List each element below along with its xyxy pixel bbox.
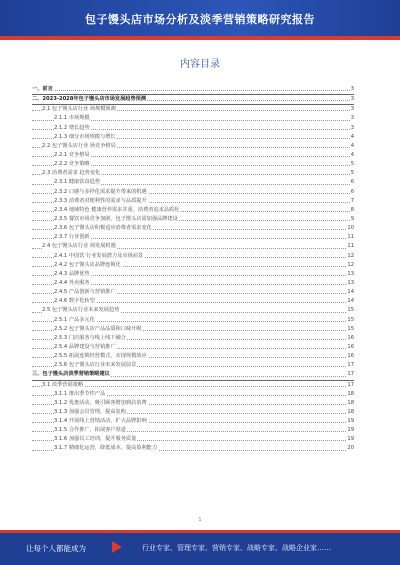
toc-entry-page: 15 — [346, 316, 354, 325]
toc-entry[interactable] — [32, 252, 354, 261]
toc-entry-label: 2.1.2 增长趋势 — [54, 124, 91, 133]
toc-entry-label: 二、2023-2028年包子馒头店市场发展趋势预测 — [32, 95, 147, 104]
footer-slogan: 让每个人都能成为 — [26, 544, 86, 553]
toc-entry-page: 20 — [346, 444, 354, 453]
report-header — [0, 0, 400, 40]
toc-entry-page: 11 — [346, 242, 354, 251]
toc-entry-page: 8 — [350, 206, 354, 215]
toc-entry-page: 3 — [350, 95, 354, 104]
toc-entry[interactable] — [32, 124, 354, 133]
toc-entry[interactable] — [32, 297, 354, 306]
toc-entry[interactable] — [32, 325, 354, 334]
footer-accent-stripe — [0, 530, 400, 533]
toc-entry-page: 15 — [346, 306, 354, 315]
toc-entry-page: 12 — [346, 261, 354, 270]
toc-entry[interactable] — [32, 169, 354, 178]
toc-entry-page: 17 — [346, 361, 354, 370]
toc-entry-label: 3.1.2 优惠活动，吸引顾客增加到店消费 — [54, 399, 148, 408]
footer-banner — [0, 530, 400, 565]
toc-entry-label: 2.3.6 包子馒头店积极适应消费者需求变化 — [54, 224, 153, 233]
toc-entry[interactable] — [32, 381, 354, 390]
toc-entry-page: 13 — [346, 270, 354, 279]
toc-entry[interactable] — [32, 426, 354, 435]
toc-entry-page: 12 — [346, 252, 354, 261]
toc-entry-label: 2.4.2 包子馒头店品牌连锁化 — [54, 261, 122, 270]
toc-entry[interactable] — [32, 261, 354, 270]
toc-entry[interactable] — [32, 316, 354, 325]
toc-entry[interactable] — [32, 242, 354, 251]
toc-entry-label: 三、包子馒头店淡季营销策略建议 — [32, 370, 111, 379]
toc-entry[interactable] — [32, 160, 354, 169]
toc-entry-label: 2.4.6 数字化转型 — [54, 297, 96, 306]
toc-entry-page: 16 — [346, 352, 354, 361]
toc-entry[interactable] — [32, 95, 354, 105]
toc-entry-page: 4 — [350, 151, 354, 160]
toc-entry[interactable] — [32, 206, 354, 215]
toc-entry[interactable] — [32, 352, 354, 361]
toc-entry-label: 2.3.3 消费者对便利性的需求与品质提升 — [54, 197, 148, 206]
toc-entry-label: 2.4.4 外卖服务 — [54, 279, 91, 288]
toc-entry-label: 2.5.6 包子馒头店行业未来发展前景 — [54, 361, 137, 370]
toc-entry-label: 2.4.1 中国饮 行业发展潜力及市场前景 — [54, 252, 144, 261]
toc-entry-page: 10 — [346, 224, 354, 233]
toc-heading: 内容目录 — [180, 59, 220, 70]
toc-entry[interactable] — [32, 114, 354, 123]
report-title: 包子馒头店市场分析及淡季营销策略研究报告 — [85, 13, 315, 26]
toc-entry-page: 6 — [350, 178, 354, 187]
toc-entry-page: 3 — [350, 85, 354, 94]
toc-entry-label: 3.1.3 加强会员管理，提高复购 — [54, 408, 127, 417]
toc-entry-page: 3 — [350, 114, 354, 123]
toc-leader-dots — [32, 90, 350, 91]
toc-entry-page: 7 — [350, 197, 354, 206]
toc-entry-page: 5 — [350, 160, 354, 169]
toc-entry[interactable] — [32, 279, 354, 288]
toc-entry[interactable] — [32, 444, 354, 453]
toc-entry-page: 19 — [346, 426, 354, 435]
toc-entry-label: 3.1 淡季营销策略 — [42, 381, 84, 390]
page-number: 1 — [198, 517, 202, 523]
toc-entry-page: 14 — [346, 297, 354, 306]
toc-entry-label: 2.3.2 口感与多样化需求提升带来的机遇 — [54, 188, 148, 197]
table-of-contents — [32, 85, 354, 454]
toc-entry-page: 6 — [350, 188, 354, 197]
toc-entry[interactable] — [32, 151, 354, 160]
toc-entry-label: 2.4 包子馒头店行业 场发展机遇 — [42, 242, 117, 251]
toc-entry-page: 4 — [350, 133, 354, 142]
toc-entry[interactable] — [32, 370, 354, 380]
toc-entry-label: 2.5.4 品牌建设与营销推广 — [54, 343, 117, 352]
toc-entry-label: 2.2.1 竞争格局 — [54, 151, 91, 160]
toc-entry-label: 2.5 包子馒头店行业未来发展趋势 — [42, 306, 120, 315]
header-accent-bar — [0, 36, 400, 40]
toc-entry[interactable] — [32, 390, 354, 399]
toc-entry-page: 19 — [346, 417, 354, 426]
toc-entry-label: 2.5.5 拓展连锁经营模式，实现规模效应 — [54, 352, 148, 361]
toc-entry[interactable] — [32, 85, 354, 95]
toc-entry-page: 9 — [350, 215, 354, 224]
toc-entry[interactable] — [32, 306, 354, 315]
toc-entry-page: 18 — [346, 399, 354, 408]
toc-entry-label: 2.3.5 餐饮市场竞争加剧，包子馒头店需加强品牌建设 — [54, 215, 179, 224]
toc-entry-label: 2.3.7 行业创新 — [54, 233, 91, 242]
toc-entry[interactable] — [32, 399, 354, 408]
toc-entry[interactable] — [32, 215, 354, 224]
toc-entry-label: 2.5.3 门店服务与线上线下融合 — [54, 334, 127, 343]
toc-entry-label: 2.3.1 健康饮食趋势 — [54, 178, 101, 187]
toc-entry-label: 3.1.7 精细化运营，降低成本，提高盈利能力 — [54, 444, 158, 453]
toc-entry[interactable] — [32, 408, 354, 417]
toc-entry-label: 3.1.5 合作推广，拓展客户渠道 — [54, 426, 127, 435]
toc-entry[interactable] — [32, 288, 354, 297]
toc-entry[interactable] — [32, 334, 354, 343]
toc-entry[interactable] — [32, 142, 354, 151]
toc-entry[interactable] — [32, 178, 354, 187]
toc-entry-page: 4 — [350, 142, 354, 151]
toc-entry-label: 2.3 消费者需求 趋势变化 — [42, 169, 101, 178]
toc-entry[interactable] — [32, 233, 354, 242]
toc-entry[interactable] — [32, 361, 354, 370]
toc-entry-page: 16 — [346, 343, 354, 352]
toc-entry-label: 2.2 包子馒头店行业 场竞争格局 — [42, 142, 117, 151]
toc-entry-label: 2.5.1 产品多元化 — [54, 316, 96, 325]
toc-entry[interactable] — [32, 417, 354, 426]
toc-entry[interactable] — [32, 224, 354, 233]
toc-entry[interactable] — [32, 105, 354, 114]
toc-entry[interactable] — [32, 197, 354, 206]
toc-entry-page: 3 — [350, 105, 354, 114]
toc-entry-label: 3.1.4 开展线上营销活动，扩大品牌影响 — [54, 417, 148, 426]
toc-entry-page: 18 — [346, 390, 354, 399]
toc-entry-label: 2.4.5 产品创新与营销推广 — [54, 288, 117, 297]
toc-entry-label: 3.1.1 推出季节性产品 — [54, 390, 106, 399]
toc-entry-page: 17 — [346, 370, 354, 379]
toc-entry-label: 一、前言 — [32, 85, 54, 94]
toc-entry[interactable] — [32, 435, 354, 444]
toc-entry-label: 2.3.4 地域特色 健康营养需求并重，消费者追求品质化 — [54, 206, 180, 215]
toc-entry[interactable] — [32, 133, 354, 142]
toc-entry-label: 2.2.2 竞争策略 — [54, 160, 91, 169]
toc-entry-label: 2.4.3 品牌优势 — [54, 270, 91, 279]
toc-entry-label: 2.1.1 市场规模 — [54, 114, 91, 123]
toc-entry-page: 13 — [346, 279, 354, 288]
footer-arrow-icon — [112, 541, 122, 553]
toc-entry-page: 16 — [346, 334, 354, 343]
toc-entry[interactable] — [32, 343, 354, 352]
toc-entry-page: 19 — [346, 435, 354, 444]
toc-entry-label: 2.1.3 细分市场规模与增长 — [54, 133, 117, 142]
toc-entry[interactable] — [32, 188, 354, 197]
toc-entry-page: 5 — [350, 169, 354, 178]
toc-entry-page: 11 — [346, 233, 354, 242]
toc-entry-page: 3 — [350, 124, 354, 133]
toc-entry-page: 15 — [346, 325, 354, 334]
toc-entry-page: 14 — [346, 288, 354, 297]
toc-entry-page: 17 — [346, 381, 354, 390]
toc-entry-page: 18 — [346, 408, 354, 417]
toc-entry-label: 3.1.6 加强员工培训，提升服务质量 — [54, 435, 137, 444]
toc-entry-label: 2.5.2 包子馒头店产品品质和口味升级 — [54, 325, 142, 334]
toc-entry-label: 2.1 包子馒头店行业 场规模预测 — [42, 105, 117, 114]
footer-tagline: 行业专家、管理专家、营销专家、战略专家、战略企业家…… — [142, 544, 331, 552]
toc-entry[interactable] — [32, 270, 354, 279]
